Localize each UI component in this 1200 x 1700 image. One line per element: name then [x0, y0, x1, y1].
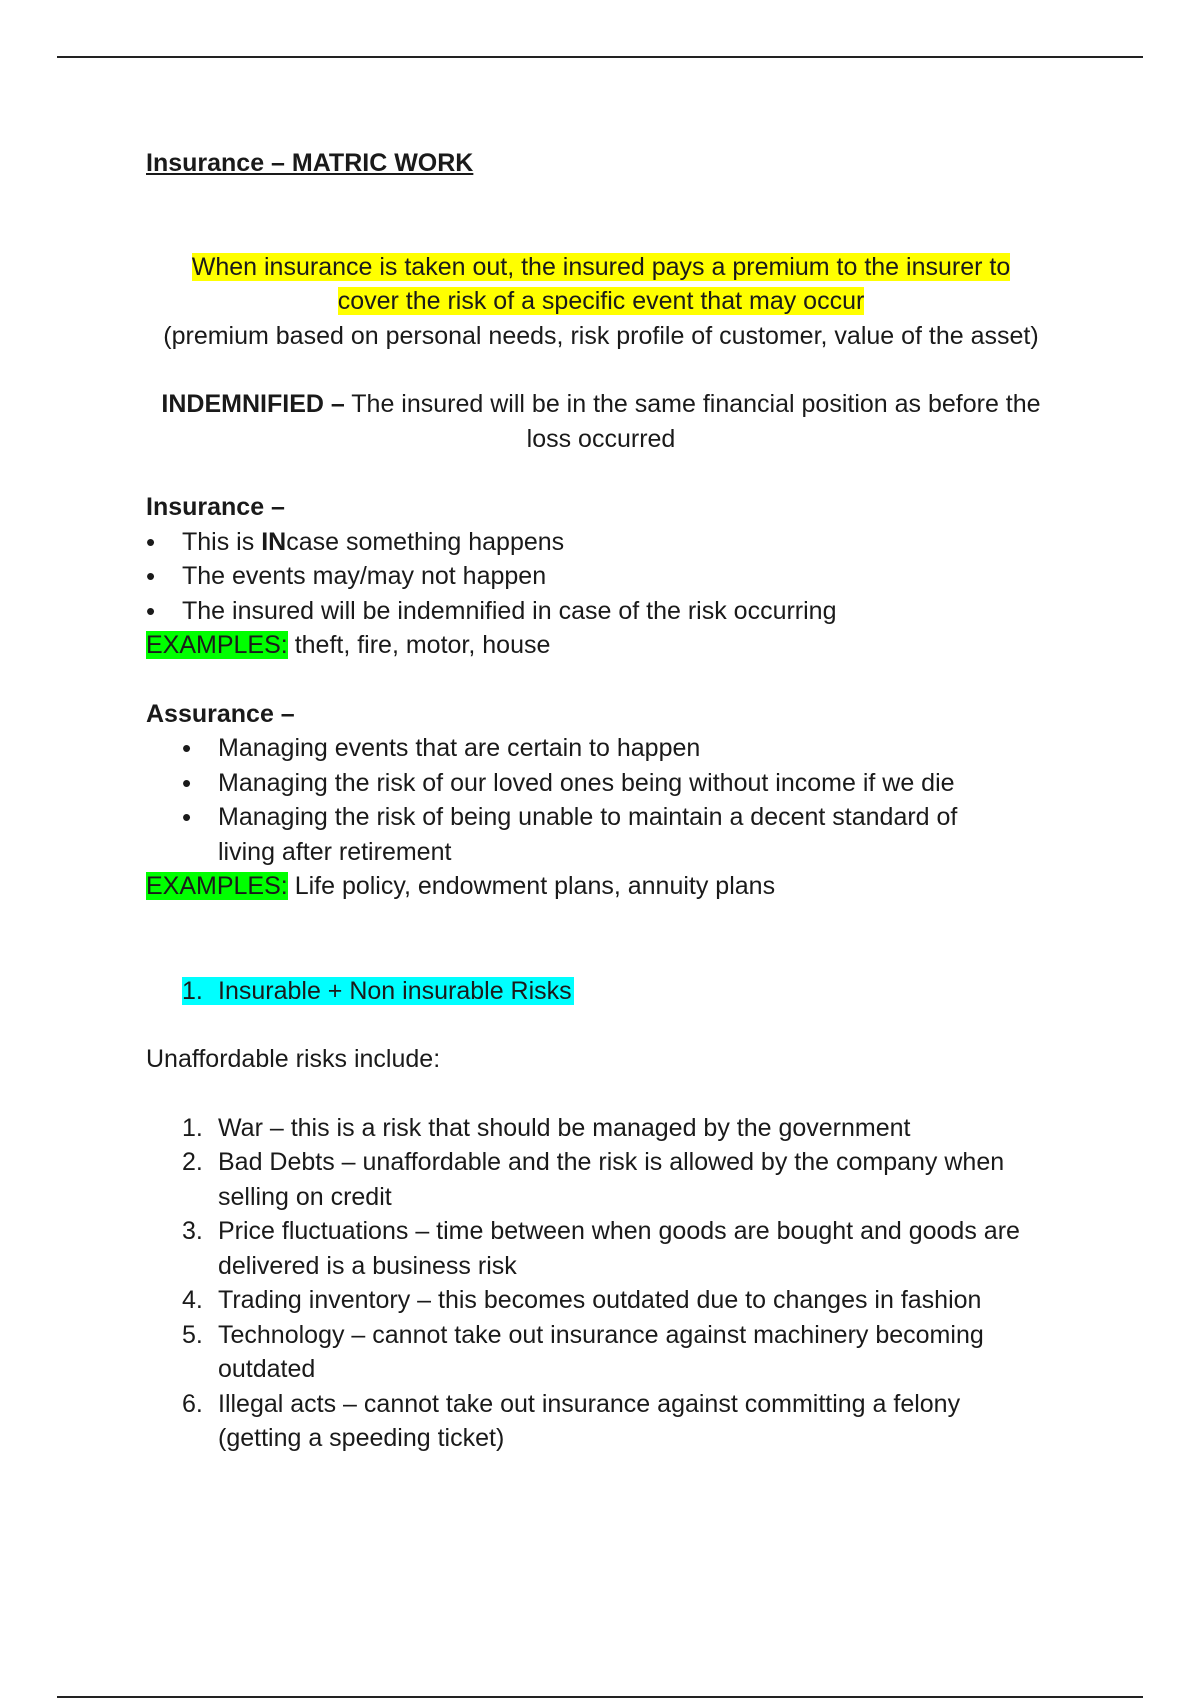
footer-rule — [57, 1696, 1143, 1698]
unaffordable-section — [146, 1042, 1056, 1456]
indemnified-text-line1: The insured will be in the same financial position as before the — [351, 390, 1041, 418]
insurance-bullets — [146, 525, 1056, 629]
intro-note: (premium based on personal needs, risk profile of customer, value of the asset) — [163, 321, 1039, 350]
intro-highlight-line1: When insurance is taken out, the insured pays a premium to the insurer to — [191, 252, 1011, 281]
list-item: • Managing the risk of being unable to maintain a decent standard of living after retirement — [146, 800, 1056, 869]
spacer — [146, 181, 1056, 250]
spacer — [146, 456, 1056, 490]
list-item: • Managing events that are certain to happen — [146, 731, 1056, 766]
list-item: • The events may/may not happen — [146, 559, 1056, 594]
document-body — [146, 146, 1056, 1456]
unaffordable-intro: Unaffordable risks include: — [146, 1045, 441, 1073]
assurance-heading: Assurance – — [146, 699, 295, 728]
assurance-section — [146, 697, 1056, 904]
page-title: Insurance – MATRIC WORK — [146, 149, 474, 177]
intro-block — [146, 250, 1056, 354]
insurance-examples-text: theft, fire, motor, house — [294, 631, 551, 659]
indemnified-term: INDEMNIFIED – — [161, 390, 345, 418]
list-item: • The insured will be indemnified in case of the risk occurring — [146, 594, 1056, 629]
spacer — [146, 1008, 1056, 1042]
insurance-section — [146, 490, 1056, 663]
insurance-heading: Insurance – — [146, 493, 285, 521]
list-item: 5. Technology – cannot take out insurance against machinery becoming outdated — [182, 1320, 984, 1383]
list-item: 1. War – this is a risk that should be managed by the government — [182, 1113, 911, 1142]
insurance-examples-label: EXAMPLES: — [146, 631, 288, 659]
list-item: 3. Price fluctuations – time between when goods are bought and goods are delivered is a business risk — [182, 1217, 1020, 1280]
spacer — [146, 1077, 1056, 1111]
risks-heading-number: 1. — [182, 976, 203, 1005]
risks-heading-text: Insurable + Non insurable Risks — [218, 976, 572, 1005]
list-item: 4. Trading inventory – this becomes outdated due to changes in fashion — [182, 1286, 982, 1314]
unaffordable-list — [146, 1111, 1056, 1456]
spacer — [146, 663, 1056, 697]
indemnified-text-line2: loss occurred — [526, 424, 676, 453]
list-item: 2. Bad Debts – unaffordable and the risk is allowed by the company when selling on credit — [182, 1148, 1005, 1211]
intro-highlight-line2: cover the risk of a specific event that may occur — [337, 287, 865, 315]
list-item: • This is INcase something happens — [146, 525, 1056, 560]
assurance-examples-text: Life policy, endowment plans, annuity plans — [294, 872, 776, 900]
assurance-bullets — [146, 731, 1056, 869]
risks-heading — [146, 974, 1056, 1009]
indemnified-block — [146, 387, 1056, 456]
list-item: 6. Illegal acts – cannot take out insurance against committing a felony (getting a speeding ticket) — [182, 1389, 961, 1452]
spacer — [146, 904, 1056, 974]
header-rule — [57, 56, 1143, 58]
spacer — [146, 353, 1056, 387]
list-item: • Managing the risk of our loved ones being without income if we die — [146, 766, 1056, 801]
assurance-examples-label: EXAMPLES: — [146, 872, 288, 900]
